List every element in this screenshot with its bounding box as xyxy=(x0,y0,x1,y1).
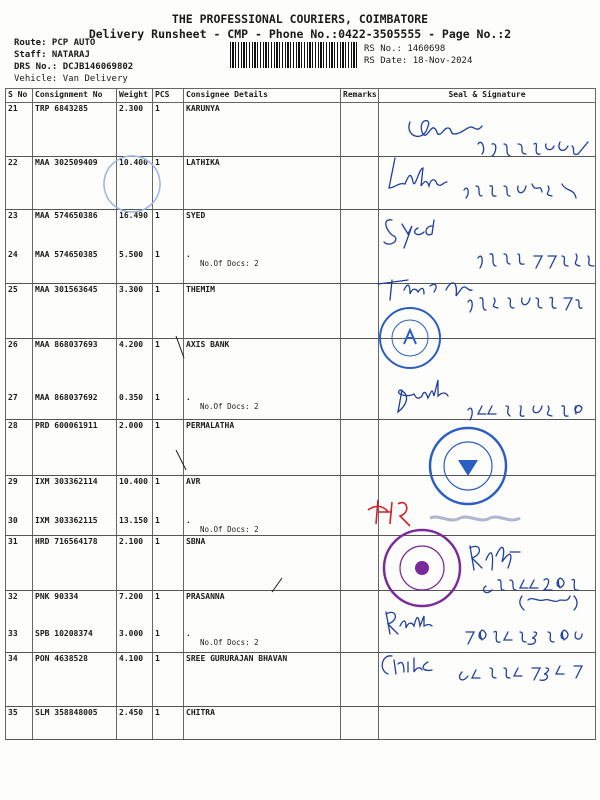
pen-tick xyxy=(272,578,282,592)
row-pcs-value: 1 xyxy=(155,708,160,717)
row-pcs-value: 1 xyxy=(155,654,160,663)
row-pcs-value: 1 xyxy=(155,629,160,638)
drs-label: DRS No.: DCJB146069802 xyxy=(14,62,134,72)
row-weight-value: 3.300 xyxy=(119,285,144,294)
row-consignee-value: LATHIKA xyxy=(186,158,220,167)
row-pcs-value: 1 xyxy=(155,421,160,430)
row-sno-value: 27 xyxy=(8,393,18,402)
col-consignment: Consignment No xyxy=(33,89,117,103)
row-consignee-value: PRASANNA xyxy=(186,592,225,601)
note-parts-dept xyxy=(520,596,577,610)
row-consignee-value: KARUNYA xyxy=(186,104,220,113)
row-pcs-value: 1 xyxy=(155,211,160,220)
row-consignment-no-value: MAA 868037692 xyxy=(35,393,98,402)
row-consignment-no-value: PRD 600061911 xyxy=(35,421,98,430)
row-sno-value: 24 xyxy=(8,250,18,259)
row-pcs-value: 1 xyxy=(155,592,160,601)
row-consignee-value: SYED xyxy=(186,211,206,220)
signature-damya xyxy=(409,121,482,137)
phone-scrawl-3 xyxy=(478,254,594,268)
row-consignee-value: AVR xyxy=(186,477,201,486)
row-consignment-no-value: HRD 716564178 xyxy=(35,537,98,546)
row-docs-count: No.Of Docs: 2 xyxy=(200,638,259,647)
row-sno-value: 29 xyxy=(8,477,18,486)
signature-themim xyxy=(378,280,472,300)
row-consignment-no-value: SLM 358848005 xyxy=(35,708,98,717)
row-pcs-value: 1 xyxy=(155,516,160,525)
row-weight-value: 2.000 xyxy=(119,421,144,430)
row-weight-value: 2.100 xyxy=(119,537,144,546)
pen-tick xyxy=(176,450,186,470)
phone-scrawl-8 xyxy=(466,630,582,644)
scribble-hr xyxy=(430,517,520,520)
row-weight-value: 7.200 xyxy=(119,592,144,601)
row-sno-value: 34 xyxy=(8,654,18,663)
row-consignment-no-value: IXM 303362114 xyxy=(35,477,98,486)
row-consignment-no-value: MAA 574650385 xyxy=(35,250,98,259)
row-weight-value: 2.450 xyxy=(119,708,144,717)
row-sno-value: 25 xyxy=(8,285,18,294)
signature-pmlatha xyxy=(398,380,448,412)
row-docs-count: No.Of Docs: 2 xyxy=(200,259,259,268)
row-weight-value: 16.490 xyxy=(119,211,148,220)
phone-scrawl-9 xyxy=(460,666,582,680)
row-consignment-no-value: MAA 868037693 xyxy=(35,340,98,349)
row-consignment-no-value: IXM 303362115 xyxy=(35,516,98,525)
row-sno-value: 26 xyxy=(8,340,18,349)
row-consignee-value: SREE GURURAJAN BHAVAN xyxy=(186,654,288,663)
row-consignee-value: . xyxy=(186,629,191,638)
row-consignment-no-value: PON 4638528 xyxy=(35,654,88,663)
row-pcs-value: 1 xyxy=(155,158,160,167)
row-sno-value: 22 xyxy=(8,158,18,167)
row-sno-value: 28 xyxy=(8,421,18,430)
row-pcs-value: 1 xyxy=(155,104,160,113)
rs-number: RS No.: 1460698 xyxy=(364,44,446,54)
row-consignee-value: PERMALATHA xyxy=(186,421,235,430)
row-consignee-value: . xyxy=(186,516,191,525)
row-sno-value: 30 xyxy=(8,516,18,525)
row-weight-value: 10.400 xyxy=(119,158,148,167)
signature-syed xyxy=(384,220,434,248)
row-consignee-value: . xyxy=(186,250,191,259)
row-consignment-no-value: MAA 301563645 xyxy=(35,285,98,294)
row-consignment-no-value: SPB 10208374 xyxy=(35,629,93,638)
row-sno-value: 35 xyxy=(8,708,18,717)
row-sno-value: 33 xyxy=(8,629,18,638)
row-consignment-no-value: MAA 574650386 xyxy=(35,211,98,220)
row-docs-count: No.Of Docs: 2 xyxy=(200,402,259,411)
pen-tick xyxy=(176,336,184,358)
row-consignee-value: CHITRA xyxy=(186,708,215,717)
stamp-prasanna-automobiles xyxy=(384,530,460,606)
stamp-avr-servicecafe xyxy=(430,428,506,504)
col-remarks: Remarks xyxy=(341,89,379,103)
row-sno-value: 23 xyxy=(8,211,18,220)
row-pcs-value: 1 xyxy=(155,340,160,349)
signature-lathika xyxy=(389,158,447,188)
rs-date: RS Date: 18-Nov-2024 xyxy=(364,56,473,66)
document-subtitle: Delivery Runsheet - CMP - Phone No.:0422-3505555 - Page No.:2 xyxy=(88,27,512,41)
row-pcs-value: 1 xyxy=(155,393,160,402)
signature-rhoff xyxy=(470,546,520,570)
row-pcs-value: 1 xyxy=(155,477,160,486)
document-title: THE PROFESSIONAL COURIERS, COIMBATORE xyxy=(171,12,429,26)
vehicle-label: Vehicle: Van Delivery xyxy=(14,74,128,84)
col-pcs: PCS xyxy=(153,89,184,103)
route-label: Route: PCP AUTO xyxy=(14,38,96,48)
row-pcs-value: 1 xyxy=(155,285,160,294)
col-sno: S No xyxy=(6,89,33,103)
stamp-axis-bank xyxy=(380,308,440,368)
phone-scrawl-1 xyxy=(478,142,588,156)
row-consignment-no-value: MAA 302509409 xyxy=(35,158,98,167)
signature-chitra xyxy=(382,656,432,674)
signature-rhmth xyxy=(386,612,432,634)
phone-scrawl-4 xyxy=(468,297,582,312)
col-weight: Weight xyxy=(117,89,153,103)
row-pcs-value: 1 xyxy=(155,250,160,259)
row-consignment-no-value: PNK 90334 xyxy=(35,592,79,601)
row-sno-value: 32 xyxy=(8,592,18,601)
row-weight-value: 0.350 xyxy=(119,393,144,402)
row-sno-value: 31 xyxy=(8,537,18,546)
row-weight-value: 3.000 xyxy=(119,629,144,638)
row-sno-value: 21 xyxy=(8,104,18,113)
col-consignee: Consignee Details xyxy=(184,89,341,103)
row-consignee-value: THEMIM xyxy=(186,285,215,294)
row-docs-count: No.Of Docs: 2 xyxy=(200,525,259,534)
staff-label: Staff: NATARAJ xyxy=(14,50,90,60)
row-weight-value: 4.200 xyxy=(119,340,144,349)
faint-stamp-ghost xyxy=(104,156,160,212)
row-consignee-value: SBNA xyxy=(186,537,206,546)
phone-scrawl-2 xyxy=(464,184,576,198)
phone-scrawl-7 xyxy=(484,578,578,592)
signature-hr xyxy=(368,500,410,526)
row-consignment-no-value: TRP 6843285 xyxy=(35,104,88,113)
row-weight-value: 4.100 xyxy=(119,654,144,663)
row-consignee-value: AXIS BANK xyxy=(186,340,230,349)
row-consignee-value: . xyxy=(186,393,191,402)
row-pcs-value: 1 xyxy=(155,537,160,546)
phone-scrawl-5 xyxy=(468,406,582,420)
row-weight-value: 5.500 xyxy=(119,250,144,259)
row-weight-value: 2.300 xyxy=(119,104,144,113)
row-weight-value: 10.400 xyxy=(119,477,148,486)
row-weight-value: 13.150 xyxy=(119,516,148,525)
col-seal-signature: Seal & Signature xyxy=(379,89,596,103)
